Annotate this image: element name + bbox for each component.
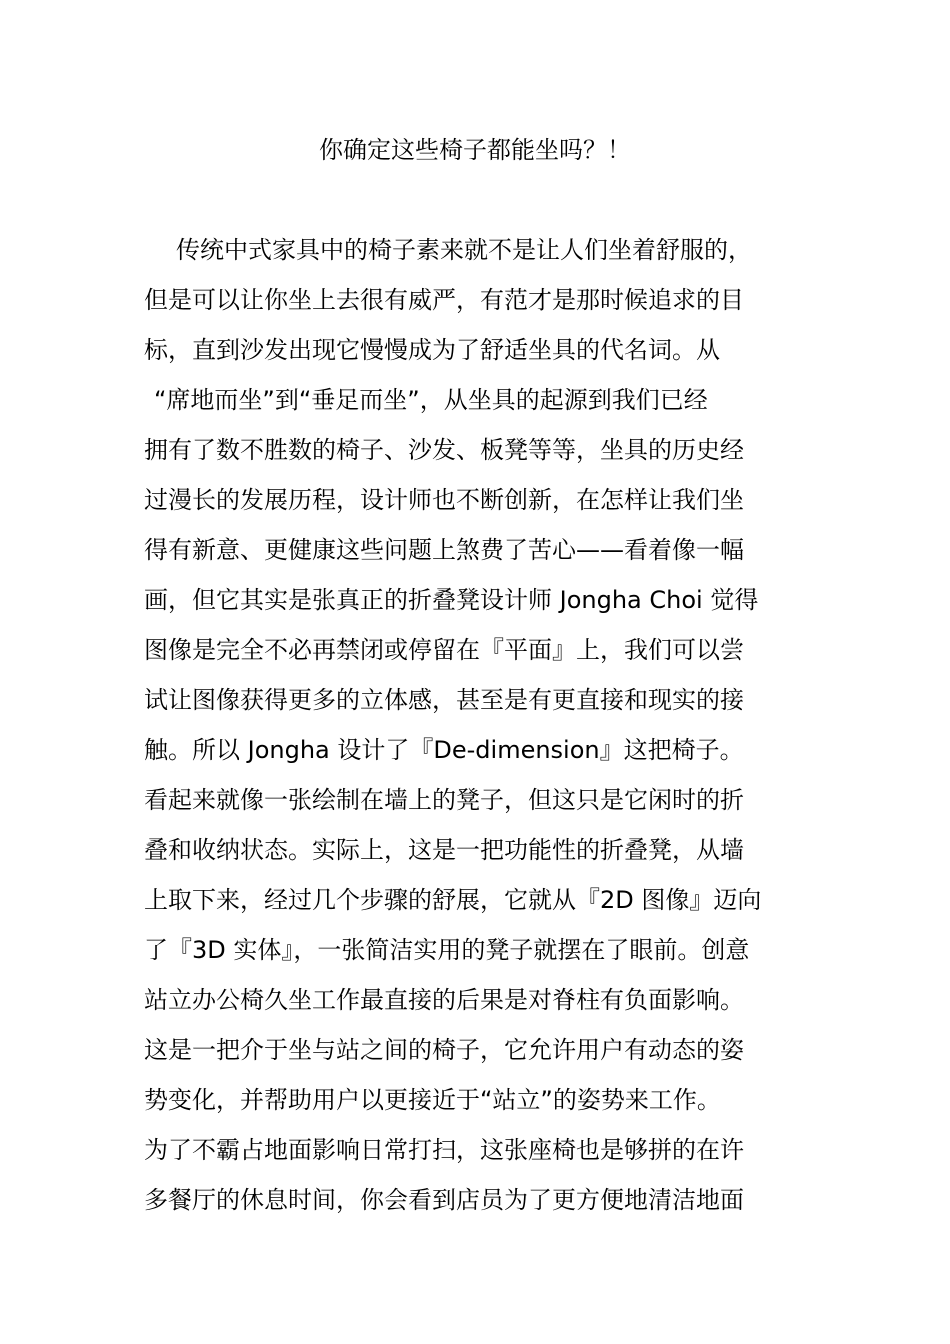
body-line: 过漫长的发展历程，设计师也不断创新，在怎样让我们坐	[144, 486, 744, 514]
body-line: 拥有了数不胜数的椅子、沙发、板凳等等，坐具的历史经	[144, 436, 744, 464]
document-title: 你确定这些椅子都能坐吗？！	[319, 136, 631, 164]
body-line: 看起来就像一张绘制在墙上的凳子，但这只是它闲时的折	[144, 786, 744, 814]
body-line: 传统中式家具中的椅子素来就不是让人们坐着舒服的，	[176, 236, 752, 264]
body-line: 画，但它其实是张真正的折叠凳设计师 Jongha Choi 觉得	[144, 586, 759, 614]
body-line: 上取下来，经过几个步骤的舒展，它就从『2D 图像』迈向	[144, 886, 762, 914]
body-line: 图像是完全不必再禁闭或停留在『平面』上，我们可以尝	[144, 636, 744, 664]
body-line: “席地而坐”到“垂足而坐”，从坐具的起源到我们已经	[154, 386, 708, 414]
body-line: 势变化，并帮助用户以更接近于“站立”的姿势来工作。	[144, 1086, 721, 1114]
body-line: 试让图像获得更多的立体感，甚至是有更直接和现实的接	[144, 686, 744, 714]
body-line: 得有新意、更健康这些问题上煞费了苦心——看着像一幅	[144, 536, 744, 564]
body-line: 但是可以让你坐上去很有威严，有范才是那时候追求的目	[144, 286, 744, 314]
document-body	[144, 230, 814, 1230]
body-line: 多餐厅的休息时间，你会看到店员为了更方便地清洁地面	[144, 1186, 744, 1214]
body-line: 站立办公椅久坐工作最直接的后果是对脊柱有负面影响。	[144, 986, 744, 1014]
body-line: 这是一把介于坐与站之间的椅子，它允许用户有动态的姿	[144, 1036, 744, 1064]
body-line: 叠和收纳状态。实际上，这是一把功能性的折叠凳，从墙	[144, 836, 744, 864]
body-line: 触。所以 Jongha 设计了『De-dimension』这把椅子。	[144, 736, 744, 764]
body-line: 了『3D 实体』，一张简洁实用的凳子就摆在了眼前。创意	[144, 936, 750, 964]
body-line: 为了不霸占地面影响日常打扫，这张座椅也是够拼的在许	[144, 1136, 744, 1164]
body-line: 标，直到沙发出现它慢慢成为了舒适坐具的代名词。从	[144, 336, 720, 364]
